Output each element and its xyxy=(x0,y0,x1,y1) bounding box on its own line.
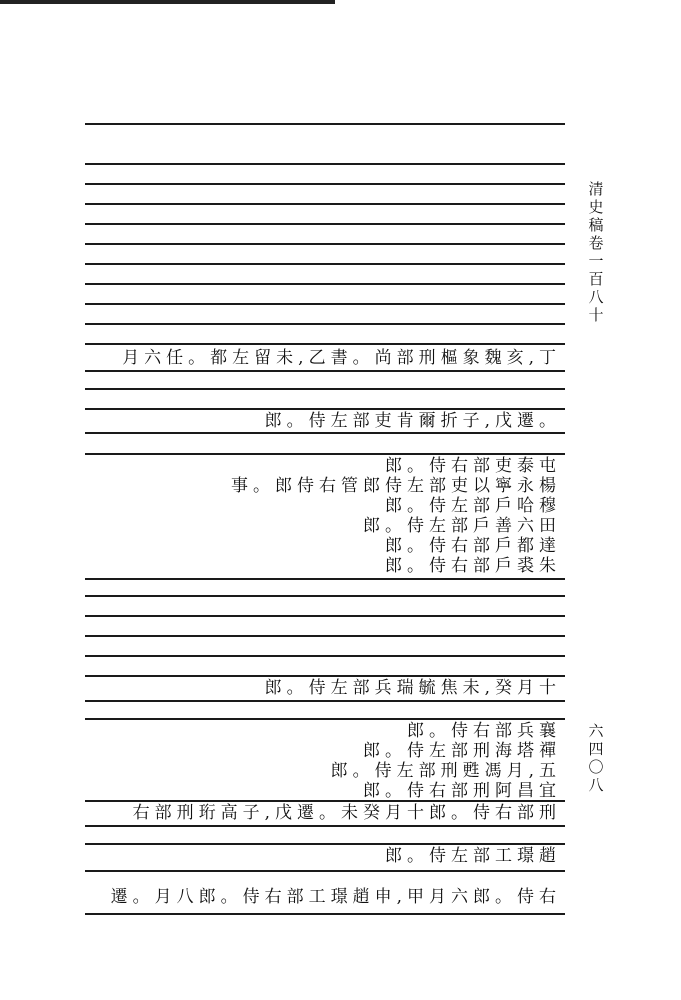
table-rule xyxy=(85,163,565,165)
table-rule xyxy=(85,578,565,580)
page-number: 六四〇八 xyxy=(588,722,604,794)
table-rule xyxy=(85,223,565,225)
top-border xyxy=(0,0,335,4)
table-rule xyxy=(85,913,565,915)
table-row: 郎。侍左部工璟趙 xyxy=(385,846,561,866)
table-rule xyxy=(85,825,565,827)
table-row: 郎。侍右部刑阿昌宜 xyxy=(363,781,561,801)
table-row: 郎。侍右部戶都達 xyxy=(385,536,561,556)
table-row: 郎。侍左部戶哈穆 xyxy=(385,496,561,516)
table-row: 郎。侍左部吏肯爾折子,戊遷。 xyxy=(264,411,561,431)
table-rule xyxy=(85,263,565,265)
table-rule xyxy=(85,323,565,325)
table-rule xyxy=(85,243,565,245)
table-rule xyxy=(85,615,565,617)
table-rule xyxy=(85,283,565,285)
table-row: 遷。月八郎。侍右部工璟趙申,甲月六郎。侍右 xyxy=(110,887,561,907)
table-rule xyxy=(85,370,565,372)
table-rule xyxy=(85,595,565,597)
table-rule xyxy=(85,123,565,125)
table-rule xyxy=(85,408,565,410)
table-row: 郎。侍右部兵襄 xyxy=(407,721,561,741)
table-rule xyxy=(85,183,565,185)
running-header-title: 清史稿卷一百八十 xyxy=(588,180,604,324)
table-rule xyxy=(85,303,565,305)
table-row: 郎。侍左部刑海塔禪 xyxy=(363,741,561,761)
table-rule xyxy=(85,432,565,434)
table-rule xyxy=(85,718,565,720)
table-rule xyxy=(85,343,565,345)
table-row: 郎。侍左部戶善六田 xyxy=(363,516,561,536)
table-row: 事。郎侍右管郎侍左部吏以寧永楊 xyxy=(231,476,561,496)
table-row: 右部刑珩高子,戊遷。未癸月十郎。侍右部刑 xyxy=(132,803,561,823)
table-rule xyxy=(85,635,565,637)
table-rule xyxy=(85,843,565,845)
table-rule xyxy=(85,655,565,657)
table-rule xyxy=(85,700,565,702)
table-row: 郎。侍右部戶裘朱 xyxy=(385,556,561,576)
table-row: 郎。侍左部刑甦馮月,五 xyxy=(330,761,561,781)
table-row: 郎。侍右部吏泰屯 xyxy=(385,456,561,476)
table-rule xyxy=(85,388,565,390)
table-rule xyxy=(85,675,565,677)
table-rule xyxy=(85,453,565,455)
table-rule xyxy=(85,203,565,205)
table-row: 郎。侍左部兵瑞毓焦未,癸月十 xyxy=(264,678,561,698)
table-row: 月六任。都左留未,乙書。尚部刑樞象魏亥,丁 xyxy=(122,348,561,368)
table-rule xyxy=(85,870,565,872)
